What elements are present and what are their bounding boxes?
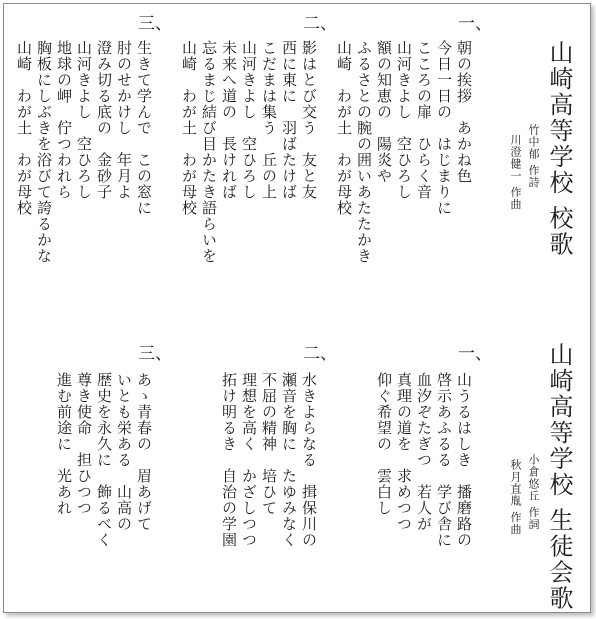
student-council-song bbox=[4, 334, 590, 612]
student-council-song-stanza-1 bbox=[344, 334, 494, 609]
lyric-line: 山崎 わが土 わが母校 bbox=[180, 40, 198, 216]
school-song bbox=[4, 4, 590, 309]
student-council-song-title: 山崎高等学校 生徒会歌 bbox=[545, 342, 573, 612]
lyric-line: 朝の挨拶 あかね色 bbox=[455, 40, 473, 184]
stanza-number: 三、 bbox=[138, 14, 172, 34]
lyric-line: ふるさとの腕の囲いあたたかき bbox=[355, 40, 373, 264]
lyric-line: 今日一日の はじまりに bbox=[435, 40, 453, 216]
student-council-song-lyricist: 小倉悠丘 作詞 bbox=[527, 454, 540, 531]
stanza-number: 一、 bbox=[458, 14, 492, 34]
stanza-lines bbox=[180, 40, 317, 264]
lyric-line: 血汐ぞたぎつ 若人が bbox=[415, 372, 433, 532]
lyric-line: こころの扉 ひらく音 bbox=[415, 40, 433, 200]
lyric-line: あゝ青春の 眉あげて bbox=[135, 372, 153, 532]
lyric-line: 進む前途に 光あれ bbox=[55, 372, 73, 516]
stanza-lines bbox=[55, 372, 152, 548]
stanza-lines bbox=[375, 372, 472, 548]
lyric-line: 西に東に 羽ばたけば bbox=[280, 40, 298, 200]
lyric-line: 山うるはしき 播磨路の bbox=[455, 372, 473, 548]
document-page bbox=[3, 3, 591, 613]
student-council-song-stanza-3 bbox=[14, 334, 174, 609]
stanza-number: 二、 bbox=[303, 14, 337, 34]
stanza-number: 一、 bbox=[458, 344, 492, 364]
stanza-lines bbox=[220, 372, 317, 548]
lyric-line: 胸板にしぶきを浴びて誇るかな bbox=[35, 40, 53, 264]
school-song-lyricist: 竹中郁 作詩 bbox=[527, 124, 540, 189]
lyric-line: 影はとび交う 友と友 bbox=[300, 40, 318, 200]
lyric-line: 山河きよし 空ひろし bbox=[240, 40, 258, 200]
lyric-line: 山崎 わが土 わが母校 bbox=[15, 40, 33, 216]
stanza-lines bbox=[15, 40, 152, 264]
stanza-number: 三、 bbox=[138, 344, 172, 364]
school-song-title: 山崎高等学校 校歌 bbox=[545, 40, 573, 258]
lyric-line: 生きて学んで この窓に bbox=[135, 40, 153, 216]
student-council-song-composer: 秋月直胤 作曲 bbox=[509, 459, 522, 536]
lyric-line: 未来へ道の 長ければ bbox=[220, 40, 238, 200]
lyric-line: 不屈の精神 培ひて bbox=[260, 372, 278, 516]
stanza-lines bbox=[335, 40, 472, 264]
lyric-line: 真理の道を 求めつつ bbox=[395, 372, 413, 532]
school-song-stanza-1 bbox=[335, 4, 494, 309]
lyric-line: いとも栄ある 山高の bbox=[115, 372, 133, 532]
school-song-stanza-2 bbox=[179, 4, 339, 309]
lyric-line: 瀬音を胸に たゆみなく bbox=[280, 372, 298, 548]
lyric-line: 山崎 わが土 わが母校 bbox=[335, 40, 353, 216]
lyric-line: 拓け明るき 自治の学園 bbox=[220, 372, 238, 548]
lyric-line: 尊き使命 担ひつつ bbox=[75, 372, 93, 516]
lyric-line: 額の知恵の 陽炎や bbox=[375, 40, 393, 184]
lyric-line: 歴史を永久に 飾るべく bbox=[95, 372, 113, 548]
school-song-composer: 川澄健一 作曲 bbox=[509, 134, 522, 211]
lyric-line: 山河きよし 空ひろし bbox=[395, 40, 413, 200]
lyric-line: 水きよらなる 揖保川の bbox=[300, 372, 318, 548]
lyric-line: こだまは集う 丘の上 bbox=[260, 40, 278, 200]
lyric-line: 理想を高く かざしつつ bbox=[240, 372, 258, 548]
student-council-song-stanza-2 bbox=[179, 334, 339, 609]
school-song-stanza-3 bbox=[14, 4, 174, 309]
stanza-number: 二、 bbox=[303, 344, 337, 364]
lyric-line: 地球の岬 佇つわれら bbox=[55, 40, 73, 200]
lyric-line: 山河きよし 空ひろし bbox=[75, 40, 93, 200]
lyric-line: 啓示あふるる 学び舎に bbox=[435, 372, 453, 548]
lyric-line: 肘のせかけし 年月よ bbox=[115, 40, 133, 200]
lyric-line: 澄み切る底の 金砂子 bbox=[95, 40, 113, 200]
lyric-line: 仰ぐ希望の 雲白し bbox=[375, 372, 393, 516]
lyric-line: 忘るまじ結び目かたき語らいを bbox=[200, 40, 218, 264]
